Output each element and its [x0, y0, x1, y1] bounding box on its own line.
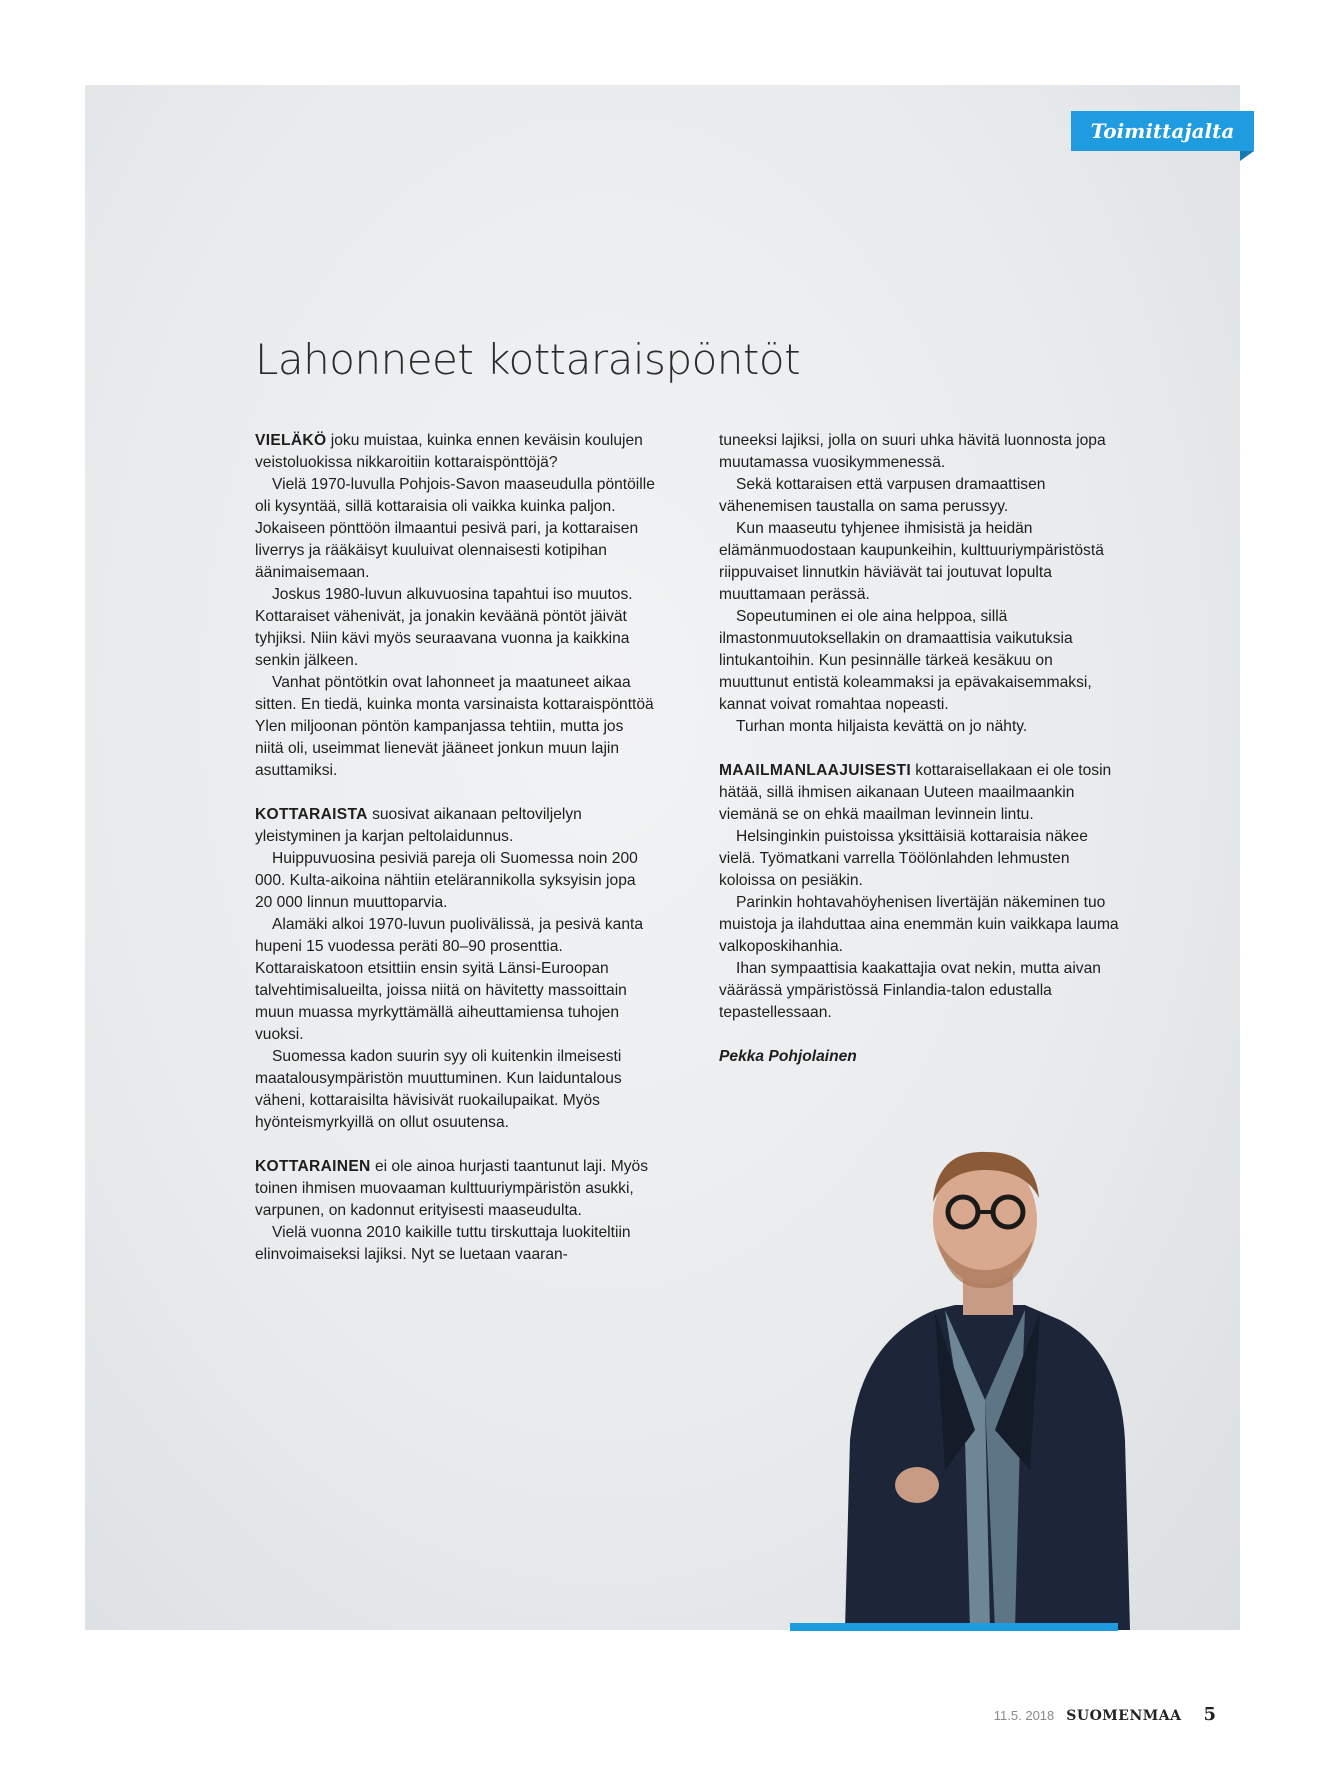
paragraph-text: Turhan monta hiljaista kevättä on jo nähty.	[736, 718, 1028, 735]
article-paragraph	[719, 892, 1119, 958]
section-tag: Toimittajalta	[1071, 111, 1254, 151]
paragraph-text: kottaraisellakaan ei ole tosin hätää, sillä ihmisen aikanaan Uuteen maailmaankin viemänä se on ehkä maailman levinnein lintu.	[719, 762, 1112, 823]
paragraph-gap	[719, 738, 1119, 760]
page-footer	[994, 1704, 1216, 1725]
paragraph-text: Alamäki alkoi 1970-luvun puolivälissä, ja pesivä kanta hupeni 15 vuodessa peräti 80–90 prosenttia. Kottaraiskatoon etsittiin ensin syitä Länsi-Euroopan talvehtimisalueilta, joissa niitä on hävitetty massoittain muun muassa myrkyttämällä aiheuttamiensa tuhojen vuoksi.	[255, 916, 643, 1043]
article-paragraph	[255, 1222, 655, 1266]
paragraph-text: tuneeksi lajiksi, jolla on suuri uhka hävitä luonnosta jopa muutamassa vuosikymmenessä.	[719, 432, 1106, 471]
accent-bar	[790, 1623, 1118, 1631]
section-tag-fold	[1240, 151, 1254, 161]
paragraph-text: Sopeutuminen ei ole aina helppoa, sillä ilmastonmuutoksellakin on dramaattisia vaikutuksia lintukantoihin. Kun pesinnälle tärkeä kesäkuu on muuttunut entistä koleammaksi ja epävakaisemmaksi, kannat voivat romahtaa nopeasti.	[719, 608, 1092, 713]
paragraph-text: Vielä vuonna 2010 kaikille tuttu tirskuttaja luokiteltiin elinvoimaiseksi lajiksi. Nyt se luetaan vaaran-	[255, 1224, 631, 1263]
article-paragraph	[719, 826, 1119, 892]
article-paragraph	[719, 430, 1119, 474]
paragraph-text: Ihan sympaattisia kaakattajia ovat nekin, mutta aivan väärässä ympäristössä Finlandia-talon edustalla tepastellessaan.	[719, 960, 1101, 1021]
publication-name: SUOMENMAA	[1066, 1708, 1182, 1724]
paragraph-text: Vanhat pöntötkin ovat lahonneet ja maatuneet aikaa sitten. En tiedä, kuinka monta varsinaista kottaraispönttöä Ylen miljoonan pöntön kampanjassa tehtiin, mutta jos niitä oli, useimmat lienevät jääneet jonkun muun lajin asuttamiksi.	[255, 674, 654, 779]
article-paragraph	[719, 606, 1119, 716]
article-paragraph	[255, 584, 655, 672]
paragraph-text: ei ole ainoa hurjasti taantunut laji. Myös toinen ihmisen muovaaman kulttuuriympäristön asukki, varpunen, on kadonnut erityisesti maaseudulta.	[255, 1158, 649, 1219]
paragraph-lead-word: VIELÄKÖ	[255, 432, 327, 449]
paragraph-text: Helsinginkin puistoissa yksittäisiä kottaraisia näkee vielä. Työmatkani varrella Töölönlahden lehmusten koloissa on pesiäkin.	[719, 828, 1088, 889]
paragraph-text: joku muistaa, kuinka ennen keväisin koulujen veistoluokissa nikkaroitiin kottaraispönttöjä?	[255, 432, 643, 471]
article-paragraph	[719, 958, 1119, 1024]
article-column-left	[255, 430, 655, 1266]
article-paragraph	[255, 914, 655, 1046]
article-headline: Lahonneet kottaraispöntöt	[255, 335, 801, 384]
paragraph-text: Sekä kottaraisen että varpusen dramaattisen vähenemisen taustalla on sama perussyy.	[719, 476, 1046, 515]
article-paragraph	[255, 1156, 655, 1222]
article-paragraph	[719, 760, 1119, 826]
paragraph-text: suosivat aikanaan peltoviljelyn yleistyminen ja karjan peltolaidunnus.	[255, 806, 582, 845]
paragraph-text: Huippuvuosina pesiviä pareja oli Suomessa noin 200 000. Kulta-aikoina nähtiin etelärannikolla syksyisin jopa 20 000 linnun muuttoparvia.	[255, 850, 638, 911]
page-number: 5	[1203, 1704, 1216, 1725]
author-byline: Pekka Pohjolainen	[719, 1048, 857, 1065]
paragraph-text: Kun maaseutu tyhjenee ihmisistä ja heidän elämänmuodostaan kaupunkeihin, kulttuuriympäristöstä riippuvaiset linnutkin häviävät tai joutuvat lopulta muuttamaan perässä.	[719, 520, 1104, 603]
paragraph-text: Parinkin hohtavahöyhenisen livertäjän näkeminen tuo muistoja ja ilahduttaa aina enemmän kuin vaikkapa lauma valkoposkihanhia.	[719, 894, 1119, 955]
paragraph-text: Joskus 1980-luvun alkuvuosina tapahtui iso muutos. Kottaraiset vähenivät, ja jonakin keväänä pöntöt jäivät tyhjiksi. Niin kävi myös seuraavana vuonna ja kaikkina senkin jälkeen.	[255, 586, 633, 669]
article-paragraph	[255, 848, 655, 914]
article-paragraph	[255, 430, 655, 474]
article-paragraph	[255, 672, 655, 782]
article-paragraph	[719, 474, 1119, 518]
paragraph-gap	[255, 1134, 655, 1156]
article-paragraph	[719, 716, 1119, 738]
paragraph-text: Suomessa kadon suurin syy oli kuitenkin ilmeisesti maatalousympäristön muuttuminen. Kun laiduntalous väheni, kottaraisilta hävisivät ruokailupaikat. Myös hyönteismyrkyillä on ollut osuutensa.	[255, 1048, 622, 1131]
article-column-right	[719, 430, 1119, 1068]
paragraph-lead-word: KOTTARAINEN	[255, 1158, 371, 1175]
article-paragraph	[255, 1046, 655, 1134]
paragraph-gap	[255, 782, 655, 804]
article-paragraph	[255, 804, 655, 848]
paragraph-lead-word: KOTTARAISTA	[255, 806, 368, 823]
footer-date: 11.5. 2018	[993, 1708, 1055, 1723]
author-portrait	[825, 1140, 1140, 1630]
paragraph-text: Vielä 1970-luvulla Pohjois-Savon maaseudulla pöntöille oli kysyntää, sillä kottaraisia oli vaikka kuinka paljon. Jokaiseen pönttöön ilmaantui pesivä pari, ja kottaraisen liverrys ja rääkäisyt kuuluivat olennaisesti kotipihan äänimaisemaan.	[255, 476, 655, 581]
article-paragraph	[719, 518, 1119, 606]
paragraph-lead-word: MAAILMANLAAJUISESTI	[719, 762, 911, 779]
article-paragraph	[255, 474, 655, 584]
